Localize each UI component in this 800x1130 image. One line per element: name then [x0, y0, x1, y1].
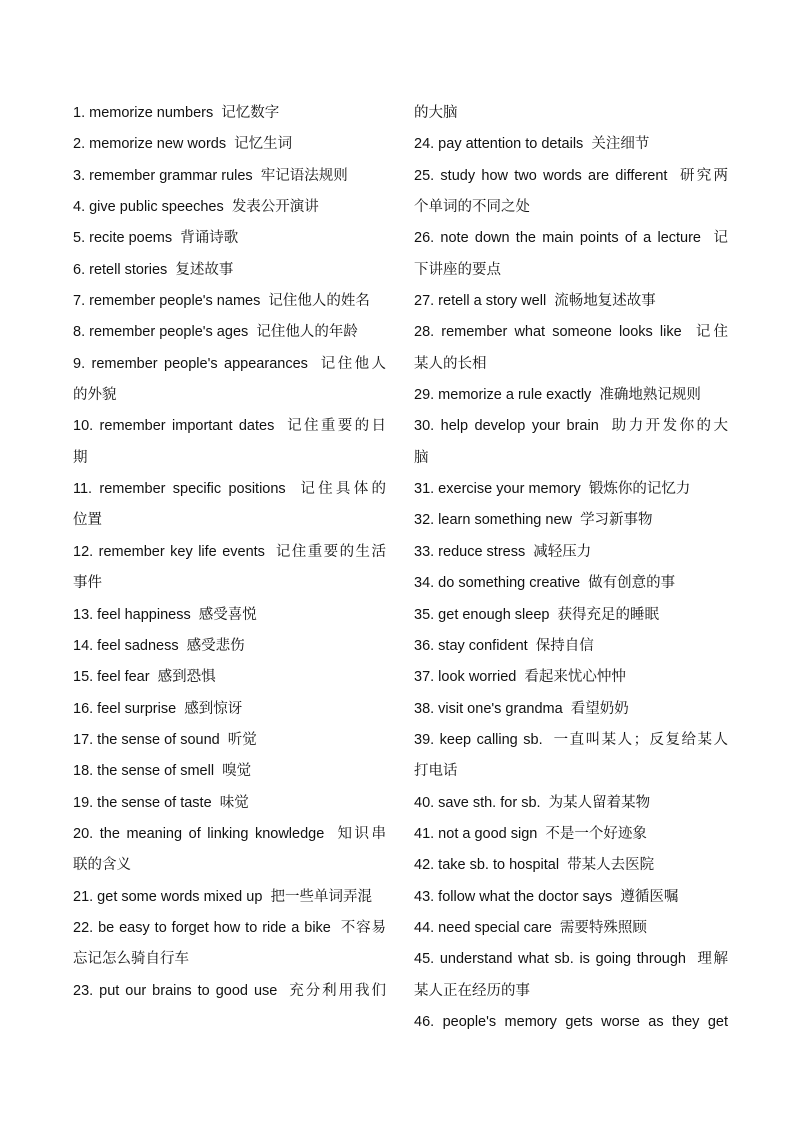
vocab-line: [73, 944, 386, 975]
vocab-line: [73, 568, 386, 599]
vocab-line: [73, 349, 386, 380]
chinese-translation: 研究两: [680, 167, 728, 184]
english-phrase: 20. the meaning of linking knowledge: [73, 825, 325, 842]
chinese-translation: 记忆生词: [234, 136, 293, 153]
chinese-translation: 期: [73, 449, 88, 466]
chinese-translation: 嗅觉: [222, 763, 252, 780]
vocab-line: [414, 223, 728, 254]
english-phrase: 44. need special care: [414, 919, 552, 936]
chinese-translation: 关注细节: [591, 136, 650, 153]
vocab-line: [414, 255, 728, 286]
chinese-translation: 为某人留着某物: [548, 794, 651, 811]
chinese-translation: 不容易: [340, 919, 386, 936]
chinese-translation: 忘记怎么骑自行车: [73, 951, 189, 968]
english-phrase: 32. learn something new: [414, 512, 572, 529]
english-phrase: 35. get enough sleep: [414, 606, 550, 623]
chinese-translation: 打电话: [414, 763, 458, 780]
english-phrase: 12. remember key life events: [73, 543, 265, 560]
vocab-line: [414, 788, 728, 819]
english-phrase: 46. people's memory gets worse as they get: [414, 1013, 728, 1030]
vocab-line: [73, 600, 386, 631]
vocab-line: [414, 756, 728, 787]
chinese-translation: 不是一个好迹象: [545, 825, 647, 842]
chinese-translation: 复述故事: [175, 261, 234, 278]
english-phrase: 42. take sb. to hospital: [414, 857, 560, 874]
english-phrase: 19. the sense of taste: [73, 794, 212, 811]
chinese-translation: 位置: [73, 512, 102, 529]
english-phrase: 18. the sense of smell: [73, 763, 215, 780]
chinese-translation: 记住: [695, 324, 728, 341]
english-phrase: 33. reduce stress: [414, 543, 526, 560]
vocab-line: [414, 850, 728, 881]
vocab-line: [73, 161, 386, 192]
vocab-line: [414, 631, 728, 662]
english-phrase: 14. feel sadness: [73, 637, 179, 654]
vocab-line: [73, 317, 386, 348]
chinese-translation: 感到恐惧: [157, 669, 216, 686]
english-phrase: 25. study how two words are different: [414, 167, 668, 184]
chinese-translation: 记住重要的日: [287, 418, 386, 435]
chinese-translation: 充分利用我们: [289, 982, 386, 999]
english-phrase: 38. visit one's grandma: [414, 700, 563, 717]
vocab-line: [73, 223, 386, 254]
vocab-line: [73, 788, 386, 819]
chinese-translation: 的大脑: [414, 105, 458, 121]
chinese-translation: 发表公开演讲: [231, 199, 319, 216]
english-phrase: 22. be easy to forget how to ride a bike: [73, 919, 331, 936]
vocab-line: [414, 129, 728, 160]
english-phrase: 34. do something creative: [414, 575, 581, 592]
chinese-translation: 某人的长相: [414, 355, 487, 372]
chinese-translation: 把一些单词弄混: [270, 888, 372, 905]
vocab-line: [414, 317, 728, 348]
chinese-translation: 做有创意的事: [588, 575, 676, 592]
vocab-line: [414, 944, 728, 975]
english-phrase: 37. look worried: [414, 669, 517, 686]
chinese-translation: 记住他人: [320, 355, 386, 372]
vocab-line: [414, 98, 728, 129]
vocab-line: [414, 505, 728, 536]
english-phrase: 8. remember people's ages: [73, 324, 249, 341]
vocab-line: [414, 537, 728, 568]
english-phrase: 28. remember what someone looks like: [414, 324, 682, 341]
chinese-translation: 脑: [414, 449, 429, 466]
english-phrase: 2. memorize new words: [73, 136, 227, 153]
chinese-translation: 感受喜悦: [198, 606, 257, 623]
chinese-translation: 流畅地复述故事: [554, 293, 656, 310]
english-phrase: 21. get some words mixed up: [73, 888, 263, 905]
english-phrase: 16. feel surprise: [73, 700, 177, 717]
chinese-translation: 牢记语法规则: [260, 167, 348, 184]
vocab-line: [73, 129, 386, 160]
vocab-line: [414, 882, 728, 913]
chinese-translation: 减轻压力: [533, 543, 592, 560]
chinese-translation: 记住具体的: [300, 481, 386, 498]
vocab-line: [73, 819, 386, 850]
english-phrase: 7. remember people's names: [73, 293, 261, 310]
vocab-line: [73, 913, 386, 944]
english-phrase: 24. pay attention to details: [414, 136, 584, 153]
chinese-translation: 带某人去医院: [567, 857, 655, 874]
chinese-translation: 某人正在经历的事: [414, 982, 530, 999]
english-phrase: 9. remember people's appearances: [73, 355, 308, 372]
vocab-line: [414, 411, 728, 442]
english-phrase: 29. memorize a rule exactly: [414, 387, 592, 404]
chinese-translation: 背诵诗歌: [180, 230, 239, 247]
vocab-line: [414, 286, 728, 317]
english-phrase: 27. retell a story well: [414, 293, 547, 310]
chinese-translation: 个单词的不同之处: [414, 199, 530, 216]
vocab-line: [414, 662, 728, 693]
english-phrase: 39. keep calling sb.: [414, 731, 543, 748]
vocab-line: [414, 161, 728, 192]
english-phrase: 31. exercise your memory: [414, 481, 581, 498]
vocab-line: [73, 380, 386, 411]
vocab-line: [73, 255, 386, 286]
english-phrase: 40. save sth. for sb.: [414, 794, 541, 811]
english-phrase: 30. help develop your brain: [414, 418, 599, 435]
chinese-translation: 准确地熟记规则: [599, 387, 701, 404]
english-phrase: 23. put our brains to good use: [73, 982, 278, 999]
chinese-translation: 下讲座的要点: [414, 261, 501, 278]
vocab-line: [414, 976, 728, 1007]
chinese-translation: 锻炼你的记忆力: [588, 481, 691, 498]
vocab-line: [73, 474, 386, 505]
chinese-translation: 记住他人的姓名: [268, 293, 370, 310]
chinese-translation: 理解: [697, 951, 728, 968]
vocab-line: [73, 631, 386, 662]
english-phrase: 1. memorize numbers: [73, 105, 214, 121]
vocab-line: [73, 882, 386, 913]
chinese-translation: 保持自信: [535, 637, 594, 654]
vocab-line: [414, 725, 728, 756]
english-phrase: 17. the sense of sound: [73, 731, 220, 748]
chinese-translation: 感受悲伤: [186, 637, 245, 654]
vocab-line: [414, 349, 728, 380]
vocab-line: [73, 192, 386, 223]
vocab-line: [73, 662, 386, 693]
chinese-translation: 记: [713, 230, 728, 247]
chinese-translation: 事件: [73, 575, 102, 592]
english-phrase: 10. remember important dates: [73, 418, 275, 435]
chinese-translation: 需要特殊照顾: [559, 919, 647, 936]
chinese-translation: 记住他人的年龄: [256, 324, 358, 341]
vocab-line: [414, 694, 728, 725]
english-phrase: 41. not a good sign: [414, 825, 538, 842]
vocab-line: [414, 443, 728, 474]
chinese-translation: 联的含义: [73, 857, 131, 874]
vocab-line: [73, 98, 386, 129]
left-column: [73, 98, 386, 1007]
vocab-line: [73, 505, 386, 536]
chinese-translation: 感到惊讶: [184, 700, 243, 717]
vocab-line: [414, 913, 728, 944]
vocab-line: [73, 976, 386, 1007]
vocab-line: [73, 850, 386, 881]
chinese-translation: 助力开发你的大: [611, 418, 728, 435]
english-phrase: 6. retell stories: [73, 261, 168, 278]
chinese-translation: 味觉: [219, 794, 249, 811]
english-phrase: 4. give public speeches: [73, 199, 224, 216]
vocab-line: [414, 474, 728, 505]
chinese-translation: 获得充足的睡眠: [557, 606, 660, 623]
vocab-line: [73, 411, 386, 442]
english-phrase: 11. remember specific positions: [73, 481, 286, 498]
chinese-translation: 听觉: [227, 731, 257, 748]
vocab-line: [414, 819, 728, 850]
vocab-line: [73, 756, 386, 787]
english-phrase: 45. understand what sb. is going through: [414, 951, 686, 968]
chinese-translation: 遵循医嘱: [620, 888, 679, 905]
vocab-line: [73, 286, 386, 317]
chinese-translation: 记忆数字: [221, 105, 280, 121]
vocab-line: [73, 694, 386, 725]
chinese-translation: 一直叫某人；反复给某人: [553, 731, 728, 748]
vocab-line: [414, 600, 728, 631]
english-phrase: 13. feel happiness: [73, 606, 191, 623]
chinese-translation: 记住重要的生活: [275, 543, 386, 560]
vocab-line: [73, 537, 386, 568]
english-phrase: 43. follow what the doctor says: [414, 888, 613, 905]
vocab-line: [414, 1007, 728, 1038]
chinese-translation: 的外貌: [73, 387, 117, 404]
chinese-translation: 看起来忧心忡忡: [524, 669, 626, 686]
english-phrase: 26. note down the main points of a lecture: [414, 230, 701, 247]
english-phrase: 5. recite poems: [73, 230, 173, 247]
vocab-line: [414, 568, 728, 599]
chinese-translation: 知识串: [337, 825, 386, 842]
right-column: [414, 98, 728, 1038]
vocab-line: [414, 192, 728, 223]
vocab-line: [73, 443, 386, 474]
chinese-translation: 学习新事物: [580, 512, 653, 529]
english-phrase: 3. remember grammar rules: [73, 167, 253, 184]
english-phrase: 15. feel fear: [73, 669, 150, 686]
english-phrase: 36. stay confident: [414, 637, 528, 654]
vocab-line: [414, 380, 728, 411]
chinese-translation: 看望奶奶: [570, 700, 629, 717]
vocab-line: [73, 725, 386, 756]
